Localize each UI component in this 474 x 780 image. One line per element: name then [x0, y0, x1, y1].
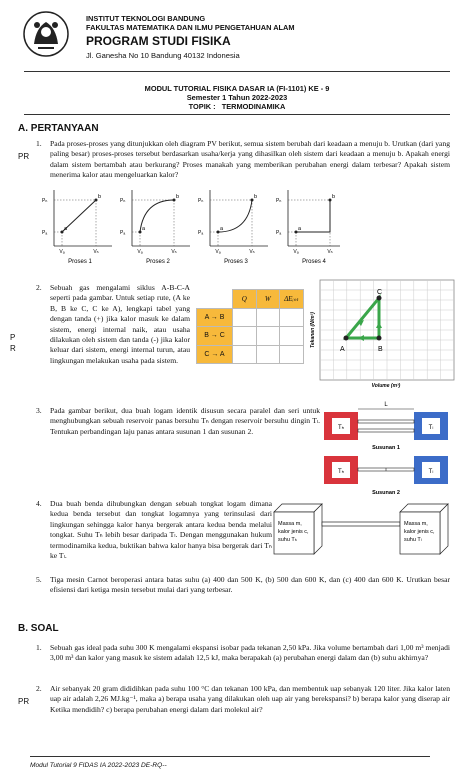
tl-label-1: Tₗ	[428, 425, 434, 431]
pv-process-curve	[140, 200, 174, 232]
q3-number: 3.	[36, 406, 42, 415]
footer-text: Modul Tutorial 9 FIDAS IA 2022-2023 DE-RQ--	[30, 762, 167, 769]
module-title: MODUL TUTORIAL FISIKA DASAR IA (FI-1101) KE - 9	[144, 84, 330, 93]
q3-text: Pada gambar berikut, dua buah logam identik disusun secara paralel dan seri untuk menghubungkan sebuah reservoir panas bersuhu Tₕ dengan reservoir bersuhu dingin Tₗ. Tentukan perbandingan laju panas antara susunan 1 dan susunan 2.	[50, 406, 320, 436]
pv-p-label: Pₐ	[42, 230, 48, 236]
pv-p-label: Pₕ	[120, 198, 126, 204]
pv-p-label: Pₐ	[198, 230, 204, 236]
footer-divider	[30, 756, 430, 757]
table-row-label: B → C	[197, 327, 233, 346]
program-name: PROGRAM STUDI FISIKA	[86, 34, 231, 48]
caption-susunan-2: Susunan 2	[372, 490, 400, 496]
th-label-2: Tₕ	[337, 469, 345, 475]
pv-label-a: a	[142, 226, 146, 232]
faculty-name: FAKULTAS MATEMATIKA DAN ILMU PENGETAHUAN ALAM	[86, 23, 295, 32]
left-mass-line3: suhu Tₕ	[278, 537, 297, 543]
table-cell[interactable]	[233, 327, 257, 346]
cycle-label-c: C	[377, 289, 383, 296]
table-header-q: Q	[233, 290, 257, 309]
module-divider	[24, 114, 450, 115]
cycle-ylabel: Tekanan (N/m²)	[310, 312, 316, 348]
pv-label-b: b	[332, 194, 336, 200]
pv-process-curve	[218, 200, 252, 232]
table-cell[interactable]	[280, 308, 304, 327]
connecting-rod	[322, 522, 400, 526]
topic-line	[0, 102, 474, 111]
section-a-heading: A. PERTANYAAN	[18, 123, 99, 134]
pv-label-b: b	[176, 194, 180, 200]
q1-text: Pada proses-proses yang ditunjukkan oleh diagram PV berikut, semua sistem berubah dari keadaan a menuju b. Urutkan (dari yang paling besar) proses-proses tersebut berdasarkan usaha/kerja yang dihasilkan oleh sistem dari keadaan a menuju b. Apakah energi dalam sistem bertambah atau berkurang? Proses manakah yang memberikan perubahan energi dalam terbesar? Apakah sistem menerima kalor atau mengeluarkan kalor?	[50, 139, 450, 180]
rod-1b	[358, 429, 414, 432]
th-label-1: Tₕ	[337, 425, 345, 431]
table-cell[interactable]	[280, 327, 304, 346]
pv-p-label: Pₕ	[276, 198, 282, 204]
margin-mark-r: R	[10, 344, 16, 353]
pv-v-label: Vₐ	[293, 249, 299, 255]
right-mass-line3: suhu Tₗ	[404, 537, 422, 543]
table-header-w: W	[256, 290, 280, 309]
pv-label-b: b	[254, 194, 258, 200]
margin-mark-p: P	[10, 333, 16, 342]
soal1-text: Sebuah gas ideal pada suhu 300 K mengalami ekspansi isobar pada tekanan 2,50 kPa. Jika volume bertambah dari 1,00 m³ menjadi 3,00 m³ dan kalor yang masuk ke sistem adalah 12,5 kJ, maka berapakah (a) perubahan energi dalam dan (b) suhu akhirnya?	[50, 643, 450, 663]
reservoir-diagram	[318, 398, 458, 498]
section-b-heading: B. SOAL	[18, 623, 59, 634]
pv-process-curve	[62, 200, 96, 232]
sign-table	[196, 289, 304, 364]
right-cube-side	[440, 504, 448, 554]
table-cell[interactable]	[233, 345, 257, 364]
pv-p-label: Pₐ	[276, 230, 282, 236]
pv-caption: Proses 4	[302, 259, 326, 265]
pv-v-label: Vₐ	[137, 249, 143, 255]
table-cell[interactable]	[256, 308, 280, 327]
cycle-xlabel: Volume (m³)	[371, 383, 401, 389]
table-cell[interactable]	[280, 345, 304, 364]
q5-text: Tiga mesin Carnot beroperasi antara batas suhu (a) 400 dan 500 K, (b) 500 dan 600 K, dan (c) 400 dan 600 K. Urutkan besar efisiensi dari ketiga mesin tersebut mulai dari yang terbesar.	[50, 575, 450, 595]
pv-caption: Proses 3	[224, 259, 248, 265]
header-divider	[24, 71, 450, 72]
table-corner	[197, 290, 233, 309]
left-mass-line1: Massa m,	[278, 521, 302, 527]
right-mass-line2: kalor jenis c,	[404, 529, 435, 535]
q4-number: 4.	[36, 499, 42, 508]
q4-text: Dua buah benda dihubungkan dengan sebuah tongkat logam dimana kedua benda tersebut dan tongkat logamnya yang terinsulasi dari lingkungan sehingga kalor hanya bergerak antara kedua benda melalui tongkat. Suhu Tₕ lebih besar daripada Tₗ. Dengan menggunakan hukum termodinamika kedua, buktikan bahwa kalor hanya bisa bergerak dari Tₕ ke Tₗ.	[50, 499, 272, 561]
pv-v-label: Vₕ	[93, 249, 99, 255]
address: Jl. Ganesha No 10 Bandung 40132 Indonesia	[86, 51, 240, 60]
table-cell[interactable]	[256, 327, 280, 346]
pv-caption: Proses 1	[68, 259, 92, 265]
q2-text: Sebuah gas mengalami siklus A-B-C-A seperti pada gambar. Untuk setiap rute, (A ke B, B ke C, C ke A), lengkapi tabel yang dengan tanda (+) jika kalor masuk ke dalam sistem, energi internal naik, atau usaha dilakukan oleh sistem dan tanda (-) jika kalor keluar dari sistem, energi internal turun, atau lingkungan melakukan usaha pada sistem.	[50, 283, 190, 365]
itb-logo	[22, 10, 70, 58]
masses-diagram	[266, 500, 458, 562]
topic-label: TOPIK :	[188, 102, 216, 111]
table-row-label: A → B	[197, 308, 233, 327]
pv-label-b: b	[98, 194, 102, 200]
cycle-label-a: A	[340, 346, 345, 353]
pv-v-label: Vₕ	[171, 249, 177, 255]
table-cell[interactable]	[256, 345, 280, 364]
margin-mark-pr: PR	[18, 152, 30, 161]
cycle-chart	[306, 278, 456, 390]
soal2-number: 2.	[36, 684, 42, 693]
pv-v-label: Vₐ	[59, 249, 65, 255]
pv-p-label: Pₕ	[42, 198, 48, 204]
pv-process-curve	[296, 200, 330, 232]
q5-number: 5.	[36, 575, 42, 584]
cycle-point-b	[377, 336, 382, 341]
topic-value: TERMODINAMIKA	[221, 102, 286, 111]
pv-p-label: Pₐ	[120, 230, 126, 236]
pv-label-a: a	[64, 226, 68, 232]
table-cell[interactable]	[233, 308, 257, 327]
cycle-point-a	[344, 336, 349, 341]
pv-v-label: Vₐ	[215, 249, 221, 255]
left-cube-side	[314, 504, 322, 554]
soal2-text: Air sebanyak 20 gram dididihkan pada suhu 100 °C dan tekanan 100 kPa, dan membentuk uap sebanyak 120 liter. Jika kalor laten uap air adalah 2,26 MJ.kg⁻¹, maka a) berapa usaha yang dilakukan oleh uap air yang berekspansi? b) berapa kalor yang diserap air Ketika mendidih? c) berapa perubahan energi dalam dari molekul air?	[50, 684, 450, 714]
pv-p-label: Pₕ	[198, 198, 204, 204]
module-semester: Semester 1 Tahun 2022-2023	[186, 93, 288, 102]
institute-name: INSTITUT TEKNOLOGI BANDUNG	[86, 14, 206, 23]
pv-v-label: Vₕ	[249, 249, 255, 255]
tl-label-2: Tₗ	[428, 469, 434, 475]
pv-label-a: a	[298, 226, 302, 232]
rod-1a	[358, 420, 414, 423]
cycle-label-b: B	[378, 346, 383, 353]
soal1-number: 1.	[36, 643, 42, 652]
q1-number: 1.	[36, 139, 42, 148]
q2-number: 2.	[36, 283, 42, 292]
caption-susunan-1: Susunan 1	[372, 445, 400, 451]
pv-label-a: a	[220, 226, 224, 232]
length-label-1: L	[384, 402, 388, 408]
pv-diagrams	[40, 188, 340, 272]
left-mass-line2: kalor jenis c,	[278, 529, 309, 535]
margin-mark-pr-2: PR	[18, 697, 30, 706]
pv-caption: Proses 2	[146, 259, 170, 265]
right-mass-line1: Massa m,	[404, 521, 428, 527]
pv-v-label: Vₕ	[327, 249, 333, 255]
table-header-de: ΔEᵢₙₜ	[280, 290, 304, 309]
table-row-label: C → A	[197, 345, 233, 364]
cycle-point-c	[377, 296, 382, 301]
